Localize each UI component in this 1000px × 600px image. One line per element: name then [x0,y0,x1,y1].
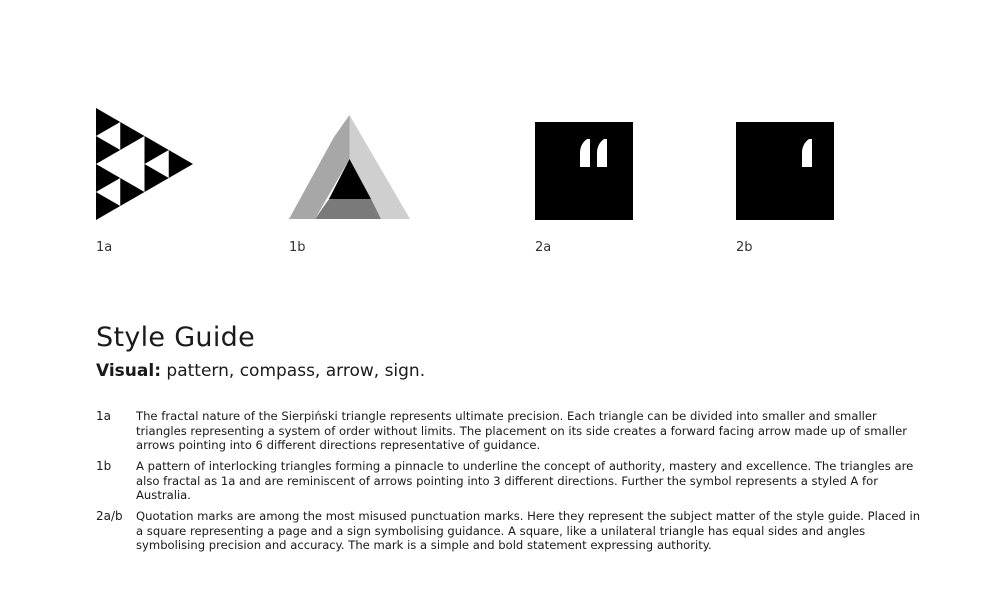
entry-number: 1b [96,459,112,473]
entry-text: The fractal nature of the Sierpiński triangle represents ultimate precision. Each triangle can be divided into smaller and smaller triangles representing a system of order without limits. The placement on its side creates a forward facing arrow made up of smaller arrows pointing into 6 different directions representative of guidance. [136,409,907,452]
entry-number: 1a [96,409,111,423]
triangle-pinnacle-icon [289,115,410,219]
logo-caption-2a: 2a [535,240,552,255]
single-quote-square-icon [736,122,834,220]
entry-text: A pattern of interlocking triangles forming a pinnacle to underline the concept of authority, mastery and excellence. The triangles are also fractal as 1a and are reminiscent of arrows pointing into 3 different directions. Further the symbol represents a styled A for Australia. [136,459,914,502]
double-quote-square-icon [535,122,633,220]
logo-2a [535,122,633,220]
logo-caption-1b: 1b [289,240,306,255]
logo-1a [96,108,194,220]
entry-number: 2a/b [96,509,123,523]
subtitle-label: Visual: [96,361,162,381]
entry-text: Quotation marks are among the most misused punctuation marks. Here they represent the subject matter of the style guide. Placed in a square representing a page and a sign symbolising guidance. A square, like a unilateral triangle has equal sides and angles symbolising precision and accuracy. The mark is a simple and bold statement expressing authority. [136,509,921,552]
sierpinski-arrow-icon [96,108,194,220]
page-subtitle [96,361,425,381]
logo-1b [289,115,410,219]
logo-2b [736,122,834,220]
page-title: Style Guide [96,322,255,353]
logo-caption-2b: 2b [736,240,753,255]
logo-caption-1a: 1a [96,240,113,255]
subtitle-text: pattern, compass, arrow, sign. [161,361,426,381]
